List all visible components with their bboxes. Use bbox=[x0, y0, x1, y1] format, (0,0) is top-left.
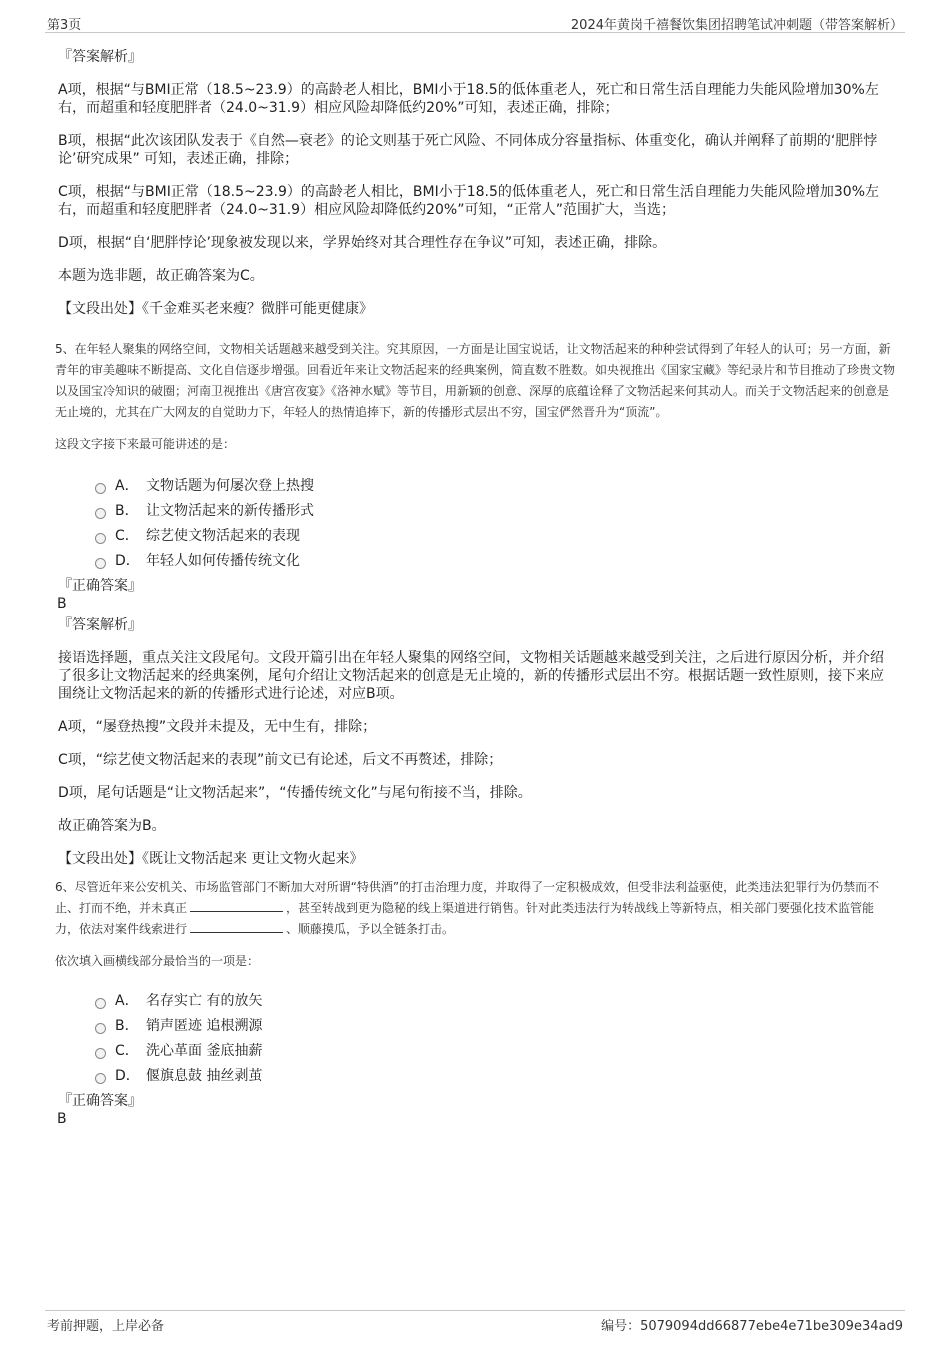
q6-answer: B bbox=[57, 1111, 67, 1127]
q4-analysis-b: B项，根据“此次该团队发表于《自然—衰老》的论文则基于死亡风险、不同体成分容量指标、体重变化，确认并阐释了前期的‘肥胖悖论’研究成果” 可知，表述正确，排除； bbox=[58, 133, 878, 167]
q4-analysis-c: C项，根据“与BMI正常（18.5~23.9）的高龄老人相比，BMI小于18.5的低体重老人，死亡和日常生活自理能力失能风险增加30%左右，而超重和轻度肥胖者（24.0~31.9）相应风险却降低约20%”可知，“正常人”范围扩大，当选； bbox=[58, 184, 880, 218]
q5-options bbox=[95, 474, 895, 574]
q4-analysis-a: A项，根据“与BMI正常（18.5~23.9）的高龄老人相比，BMI小于18.5的低体重老人，死亡和日常生活自理能力失能风险增加30%左右，而超重和轻度肥胖者（24.0~31.9）相应风险却降低约20%”可知，表述正确，排除； bbox=[58, 82, 879, 116]
q5-analysis-d: D项，尾句话题是“让文物活起来”，“传播传统文化”与尾句衔接不当，排除。 bbox=[58, 785, 532, 801]
q5-option-a[interactable]: A． 文物话题为何屡次登上热搜 bbox=[95, 474, 895, 499]
q5-option-c[interactable]: C． 综艺使文物活起来的表现 bbox=[95, 524, 895, 549]
q5-conclusion: 故正确答案为B。 bbox=[58, 818, 166, 834]
q5-option-d[interactable]: D． 年轻人如何传播传统文化 bbox=[95, 549, 895, 574]
q6-option-d[interactable]: D． 偃旗息鼓 抽丝剥茧 bbox=[95, 1064, 895, 1089]
document-title: 2024年黄岗千禧餐饮集团招聘笔试冲刺题（带答案解析） bbox=[570, 18, 903, 33]
q6-prompt: 依次填入画横线部分最恰当的一项是： bbox=[55, 954, 260, 968]
footer-slogan: 考前押题，上岸必备 bbox=[47, 1319, 165, 1334]
q6-option-b[interactable]: B． 销声匿迹 追根溯源 bbox=[95, 1014, 895, 1039]
q6-option-a[interactable]: A． 名存实亡 有的放矢 bbox=[95, 989, 895, 1014]
q5-analysis-a: A项，“屡登热搜”文段并未提及，无中生有，排除； bbox=[58, 719, 377, 735]
source-title: 《既让文物活起来 更让文物火起来》 bbox=[142, 851, 364, 867]
q4-source bbox=[58, 300, 895, 318]
source-prefix: 【文段出处】 bbox=[58, 301, 142, 317]
page-header bbox=[45, 0, 905, 33]
page-footer bbox=[45, 1310, 905, 1346]
q6-option-c[interactable]: C． 洗心革面 釜底抽薪 bbox=[95, 1039, 895, 1064]
fill-blank-1 bbox=[190, 899, 283, 912]
q4-analysis-label: 『答案解析』 bbox=[58, 49, 142, 65]
radio-icon[interactable] bbox=[95, 998, 106, 1009]
q4-analysis-d: D项，根据“自‘肥胖悖论’现象被发现以来，学界始终对其合理性存在争议”可知，表述正确，排除。 bbox=[58, 235, 667, 251]
q5-answer: B bbox=[57, 596, 67, 612]
radio-icon[interactable] bbox=[95, 558, 106, 569]
q5-analysis-label: 『答案解析』 bbox=[58, 617, 142, 633]
q6-options bbox=[95, 989, 895, 1089]
radio-icon[interactable] bbox=[95, 483, 106, 494]
q5-analysis-c: C项，“综艺使文物活起来的表现”前文已有论述，后文不再赘述，排除； bbox=[58, 752, 503, 768]
page-content bbox=[55, 45, 895, 1128]
radio-icon[interactable] bbox=[95, 508, 106, 519]
q5-source bbox=[58, 850, 895, 868]
source-prefix: 【文段出处】 bbox=[58, 851, 142, 867]
fill-blank-2 bbox=[190, 920, 283, 933]
page-number: 第3页 bbox=[47, 18, 82, 33]
q5-analysis-main: 接语选择题，重点关注文段尾句。文段开篇引出在年轻人聚集的网络空间，文物相关话题越来越受到关注，之后进行原因分析，并介绍了很多让文物活起来的经典案例，尾句介绍让文物活起来的创意是无止境的，新的传播形式层出不穷。根据话题一致性原则，接下来应围绕让文物活起来的新的传播形式进行论述，对应B项。 bbox=[58, 650, 884, 702]
source-title: 《千金难买老来瘦？微胖可能更健康》 bbox=[142, 301, 373, 317]
q6-correct-label: 『正确答案』 bbox=[58, 1093, 142, 1109]
q5-prompt: 这段文字接下来最可能讲述的是： bbox=[55, 437, 236, 451]
q6-question: 6、尽管近年来公安机关、市场监管部门不断加大对所谓“特供酒”的打击治理力度，并取得了一定积极成效，但受非法利益驱使，此类违法犯罪行为仍禁而不止、打而不绝，并未真正 ，甚至转战到更为隐秘的线上渠道进行销售。针对此类违法行为转战线上等新特点，相关部门要强化技术监管能力，依法对案件线索进行 、顺藤摸瓜，予以全链条打击。 bbox=[55, 880, 880, 936]
q4-conclusion: 本题为选非题，故正确答案为C。 bbox=[58, 268, 264, 284]
q5-question: 5、在年轻人聚集的网络空间，文物相关话题越来越受到关注。究其原因，一方面是让国宝说话，让文物活起来的种种尝试得到了年轻人的认可；另一方面，新青年的审美趣味不断提高、文化自信逐步增强。回看近年来让文物活起来的经典案例，简直数不胜数。如央视推出《国家宝藏》等纪录片和节目推动了珍贵文物以及国宝冷知识的破圈；河南卫视推出《唐宫夜宴》《洛神水赋》等节目，用新颖的创意、深厚的底蕴诠释了文物活起来何其动人。而关于文物活起来的创意是无止境的，尤其在广大网友的自觉助力下，年轻人的热情追捧下，新的传播形式层出不穷，国宝俨然晋升为“顶流”。 bbox=[55, 342, 896, 419]
radio-icon[interactable] bbox=[95, 1048, 106, 1059]
q5-option-b[interactable]: B． 让文物活起来的新传播形式 bbox=[95, 499, 895, 524]
radio-icon[interactable] bbox=[95, 1073, 106, 1084]
q5-correct-label: 『正确答案』 bbox=[58, 578, 142, 594]
radio-icon[interactable] bbox=[95, 1023, 106, 1034]
document-code: 编号：5079094dd66877ebe4e71be309e34ad9 bbox=[601, 1319, 903, 1334]
radio-icon[interactable] bbox=[95, 533, 106, 544]
